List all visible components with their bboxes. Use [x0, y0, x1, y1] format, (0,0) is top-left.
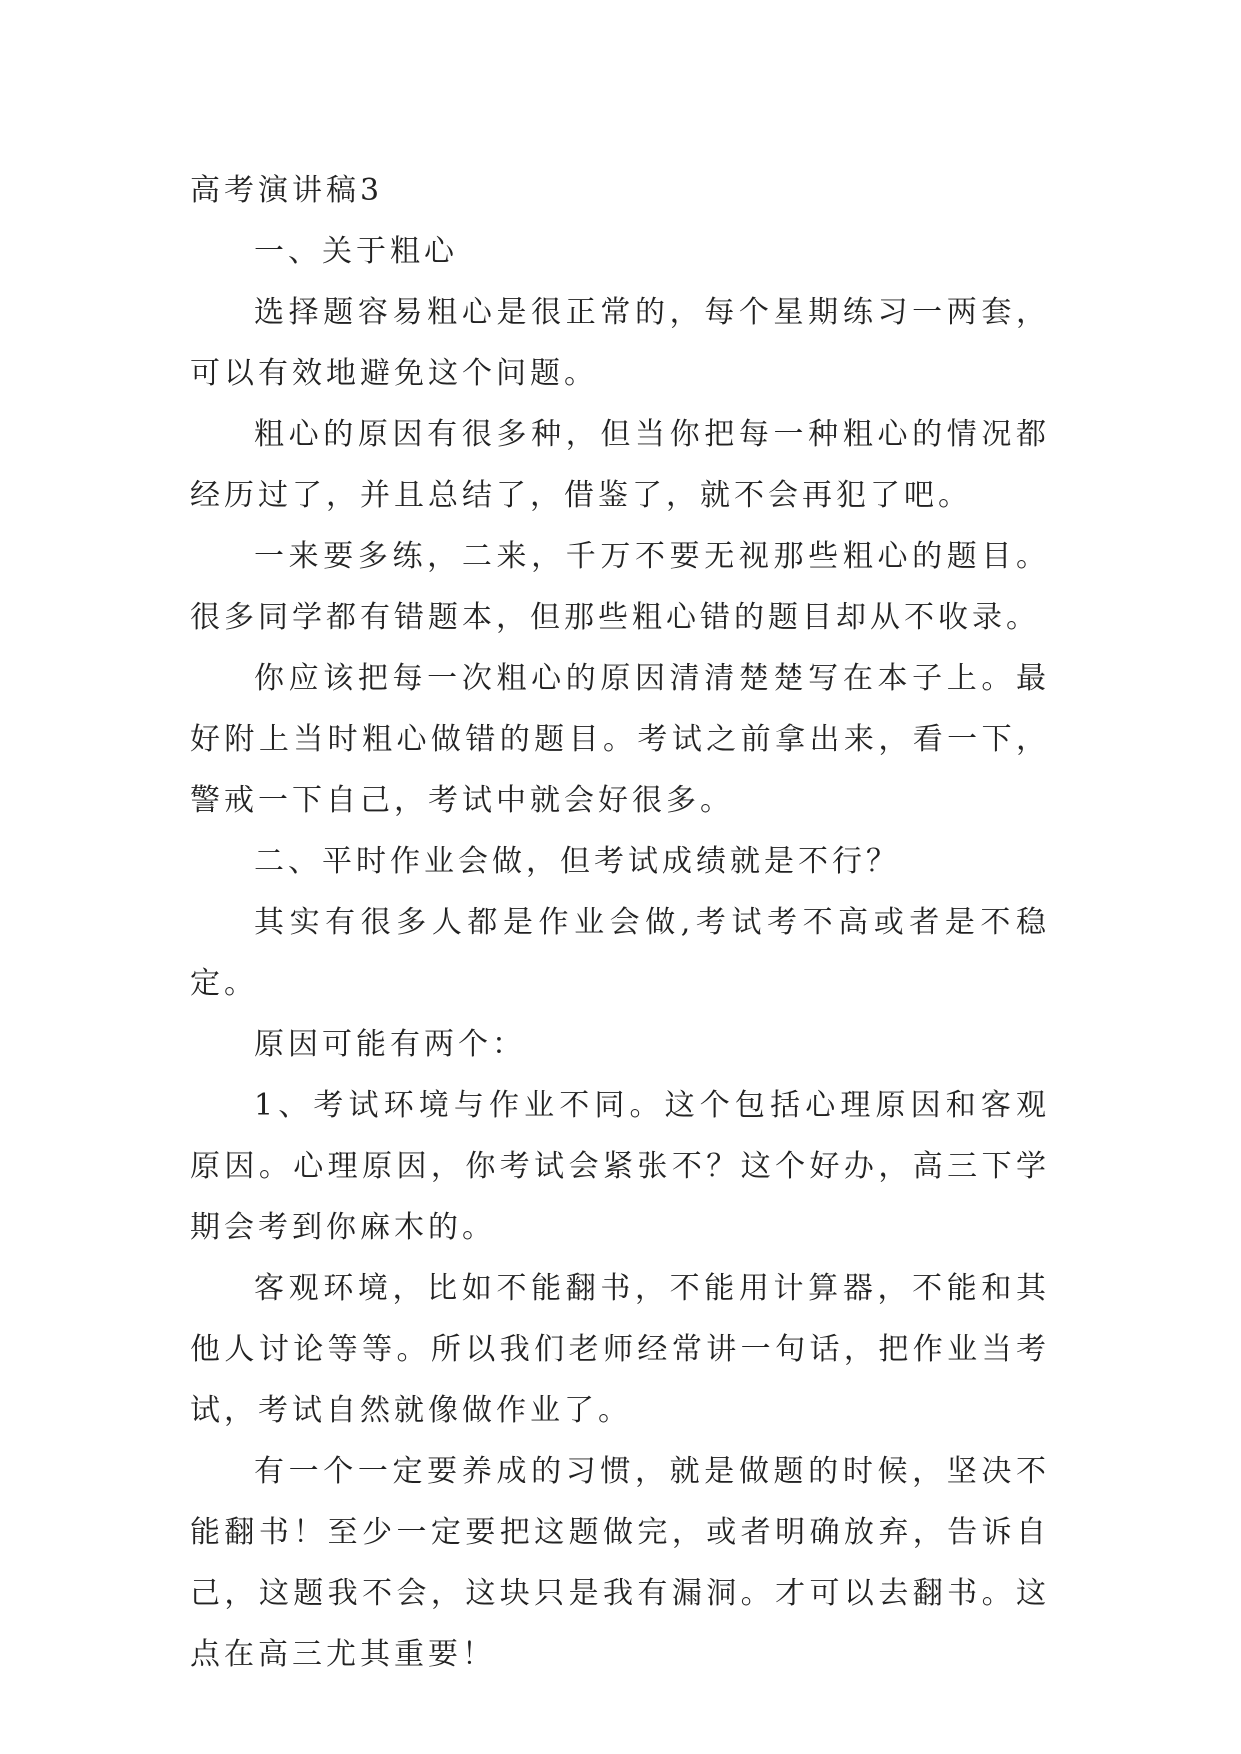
paragraph: 客观环境，比如不能翻书，不能用计算器，不能和其他人讨论等等。所以我们老师经常讲一句话，把作业当考试，考试自然就像做作业了。 [190, 1271, 1050, 1428]
paragraph: 一来要多练，二来，千万不要无视那些粗心的题目。很多同学都有错题本，但那些粗心错的题目却从不收录。 [190, 539, 1050, 635]
document-body [190, 160, 1050, 1685]
section-heading-carelessness: 一、关于粗心 [254, 234, 458, 269]
paragraph: 1、考试环境与作业不同。这个包括心理原因和客观原因。心理原因，你考试会紧张不？这个好办，高三下学期会考到你麻木的。 [190, 1088, 1050, 1245]
paragraph: 其实有很多人都是作业会做,考试考不高或者是不稳定。 [190, 905, 1050, 1001]
paragraph: 有一个一定要养成的习惯，就是做题的时候，坚决不能翻书！至少一定要把这题做完，或者明确放弃，告诉自己，这题我不会，这块只是我有漏洞。才可以去翻书。这点在高三尤其重要！ [190, 1454, 1050, 1672]
paragraph: 原因可能有两个： [254, 1027, 526, 1062]
document-title: 高考演讲稿3 [190, 173, 384, 208]
paragraph: 选择题容易粗心是很正常的，每个星期练习一两套，可以有效地避免这个问题。 [190, 295, 1050, 391]
paragraph: 粗心的原因有很多种，但当你把每一种粗心的情况都经历过了，并且总结了，借鉴了，就不会再犯了吧。 [190, 417, 1050, 513]
section-heading-exam-performance: 二、平时作业会做，但考试成绩就是不行？ [254, 844, 900, 879]
paragraph: 你应该把每一次粗心的原因清清楚楚写在本子上。最好附上当时粗心做错的题目。考试之前拿出来，看一下，警戒一下自己，考试中就会好很多。 [190, 661, 1050, 818]
